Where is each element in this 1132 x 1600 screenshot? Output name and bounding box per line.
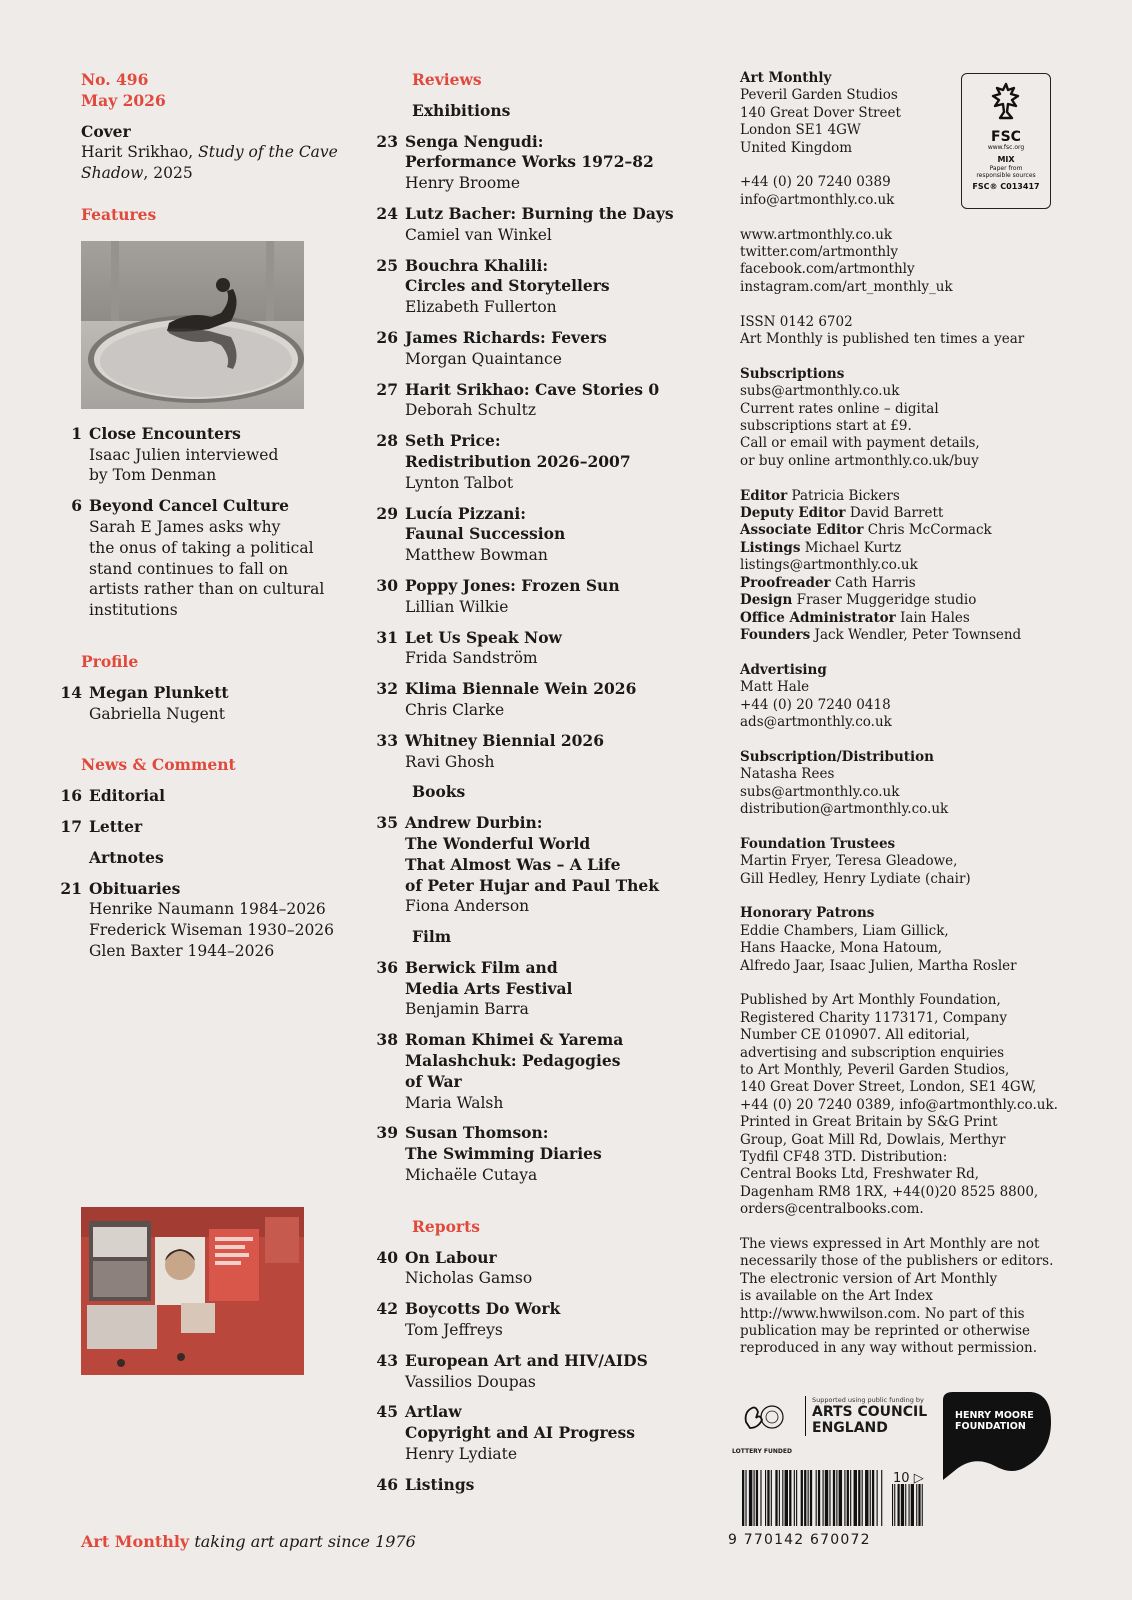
barcode-bar — [782, 1470, 783, 1526]
masthead-address: Art Monthly Peveril Garden Studios 140 Great Dover Street London SE1 4GW United Kingdom — [740, 70, 901, 156]
barcode-bar — [742, 1470, 744, 1526]
barcode-bar — [836, 1470, 837, 1526]
footer-tagline: taking art apart since 1976 — [194, 1532, 416, 1551]
barcode-bar — [847, 1470, 849, 1526]
footer-brand: Art Monthly — [81, 1532, 190, 1551]
entry-title: Redistribution 2026–2007 — [405, 451, 631, 471]
cover-heading: Cover — [81, 121, 131, 141]
masthead-staff — [740, 488, 1080, 645]
staff-line — [740, 505, 1080, 522]
feature-entry[interactable]: 6 Beyond Cancel Culture Sarah E James asks why the onus of taking a political stand continues to fall on artists rather than on cultural institutions — [71, 496, 325, 620]
staff-line — [740, 627, 1080, 644]
entry-number: 36 — [376, 957, 398, 977]
reports-heading: Reports — [412, 1216, 480, 1236]
feature-image — [81, 241, 304, 409]
barcode-bar — [854, 1470, 857, 1526]
staff-role: Founders — [740, 626, 811, 643]
barcode-bar — [816, 1470, 817, 1526]
entry-author: Morgan Quaintance — [405, 349, 562, 368]
staff-name: Jack Wendler, Peter Townsend — [810, 626, 1022, 643]
barcode-bar — [862, 1470, 863, 1526]
entry-author: Frida Sandström — [405, 649, 538, 668]
exhibition-review-entry[interactable] — [376, 256, 706, 318]
barcode-bar — [796, 1470, 797, 1526]
film-heading: Film — [412, 927, 452, 947]
entry-author: Benjamin Barra — [405, 1000, 529, 1019]
published-line: Group, Goat Mill Rd, Dowlais, Merthyr — [740, 1131, 1006, 1148]
features-heading: Features — [81, 204, 157, 224]
exhibitions-heading: Exhibitions — [412, 100, 511, 120]
published-line: orders@centralbooks.com. — [740, 1201, 924, 1218]
staff-line — [740, 592, 1080, 609]
staff-name: Patricia Bickers — [787, 487, 900, 504]
entry-number: 38 — [376, 1030, 398, 1050]
entry-number: 39 — [376, 1123, 398, 1143]
news-heading: News & Comment — [81, 755, 236, 775]
barcode-bar — [754, 1470, 755, 1526]
staff-name: Fraser Muggeridge studio — [792, 592, 977, 609]
issue-date: May 2026 — [81, 90, 166, 110]
entry-title: Bouchra Khalili: — [405, 255, 549, 275]
staff-name: Iain Hales — [895, 609, 970, 626]
published-line: 140 Great Dover Street, London, SE1 4GW, — [740, 1079, 1037, 1096]
barcode-bar — [877, 1470, 878, 1526]
film-review-entry[interactable] — [376, 1030, 706, 1113]
staff-line — [740, 610, 1080, 627]
published-line: Central Books Ltd, Freshwater Rd, — [740, 1166, 980, 1183]
exhibition-review-entry[interactable] — [376, 731, 706, 773]
published-line: Dagenham RM8 1RX, +44(0)20 8525 8800, — [740, 1183, 1039, 1200]
barcode-bar — [818, 1470, 820, 1526]
fsc-tree-icon — [986, 80, 1026, 124]
book-review-entry[interactable] — [376, 813, 706, 917]
barcode-bar — [865, 1470, 868, 1526]
published-line: Published by Art Monthly Foundation, — [740, 992, 1001, 1009]
report-image — [81, 1207, 304, 1375]
barcode-bar — [756, 1470, 758, 1526]
entry-title: Lutz Bacher: Burning the Days — [405, 203, 674, 223]
staff-line — [740, 557, 1080, 574]
entry-title: Faunal Succession — [405, 524, 566, 544]
cover-credit: Harit Srikhao, Study of the Cave Shadow, 2025 — [81, 143, 338, 183]
barcode-bar — [749, 1470, 752, 1526]
barcode-addon-bar — [911, 1484, 914, 1526]
barcode-bar — [823, 1470, 824, 1526]
published-line: +44 (0) 20 7240 0389, info@artmonthly.co.uk. — [740, 1096, 1058, 1113]
barcode-bar — [767, 1470, 769, 1526]
exhibition-review-entry[interactable] — [376, 431, 706, 493]
masthead-subscriptions: Subscriptions subs@artmonthly.co.uk Current rates online – digital subscriptions start at £9. Call or email with payment details, or buy online artmonthly.co.uk/buy — [740, 365, 980, 469]
staff-role: Proofreader — [740, 574, 831, 591]
entry-author: Matthew Bowman — [405, 546, 548, 565]
entry-title: Poppy Jones: Frozen Sun — [405, 575, 620, 595]
entry-title: Circles and Storytellers — [405, 276, 610, 296]
editorial-entry[interactable]: 16 Editorial — [60, 786, 166, 806]
barcode-bar — [833, 1470, 835, 1526]
entry-title: Performance Works 1972–82 — [405, 152, 654, 172]
entry-number: 29 — [376, 503, 398, 523]
lottery-hands-icon — [740, 1400, 784, 1434]
entry-author: Henry Lydiate — [405, 1445, 518, 1464]
masthead-contact: +44 (0) 20 7240 0389 info@artmonthly.co.uk — [740, 174, 1080, 209]
entry-number: 42 — [376, 1299, 398, 1319]
entry-author: Fiona Anderson — [405, 897, 530, 916]
masthead-issn: ISSN 0142 6702 Art Monthly is published ten times a year — [740, 313, 1025, 348]
barcode-bar — [794, 1470, 795, 1526]
entry-author: Ravi Ghosh — [405, 752, 495, 771]
entry-title: Copyright and AI Progress — [405, 1423, 635, 1443]
masthead-web — [740, 227, 1080, 297]
barcode-bar — [775, 1470, 777, 1526]
barcode-bar — [825, 1470, 828, 1526]
entry-number: 30 — [376, 575, 398, 595]
entry-title: Whitney Biennial 2026 — [405, 730, 605, 750]
entry-title: Klima Biennale Wein 2026 — [405, 679, 637, 699]
exhibition-review-entry[interactable] — [376, 380, 706, 422]
report-entry[interactable] — [376, 1248, 706, 1290]
entry-number: 33 — [376, 730, 398, 750]
published-line: Tydfil CF48 3TD. Distribution: — [740, 1149, 948, 1166]
entry-number: 43 — [376, 1350, 398, 1370]
entry-title: Let Us Speak Now — [405, 627, 562, 647]
barcode-addon-bar — [922, 1484, 923, 1526]
entry-number: 23 — [376, 131, 398, 151]
entry-number: 26 — [376, 327, 398, 347]
staff-name: David Barrett — [845, 505, 944, 522]
entry-title: Malashchuk: Pedagogies — [405, 1051, 621, 1071]
exhibition-review-entry[interactable] — [376, 504, 706, 566]
barcode-digits: 9 770142 670072 — [728, 1532, 871, 1548]
published-line: Registered Charity 1173171, Company — [740, 1009, 1007, 1026]
exhibition-review-entry[interactable] — [376, 628, 706, 670]
info-email-link[interactable]: info@artmonthly.co.uk — [740, 191, 895, 208]
published-line: advertising and subscription enquiries — [740, 1044, 1005, 1061]
entry-number: 40 — [376, 1247, 398, 1267]
lottery-logo: LOTTERY FUNDED — [731, 1400, 793, 1463]
staff-name: listings@artmonthly.co.uk — [740, 557, 918, 574]
entry-number: 31 — [376, 627, 398, 647]
disclaimer-line: The views expressed in Art Monthly are not — [740, 1236, 1040, 1253]
staff-role: Editor — [740, 487, 788, 504]
masthead-published — [740, 992, 1080, 1218]
instagram-link[interactable]: instagram.com/art_monthly_uk — [740, 278, 953, 295]
entry-author: Vassilios Doupas — [405, 1372, 536, 1391]
entry-author: Lynton Talbot — [405, 473, 514, 492]
barcode-addon-bar — [901, 1484, 904, 1526]
disclaimer-line: reproduced in any way without permission. — [740, 1340, 1037, 1357]
entry-author: Nicholas Gamso — [405, 1269, 533, 1288]
film-review-entry[interactable] — [376, 1123, 706, 1185]
masthead-patrons: Honorary Patrons Eddie Chambers, Liam Gillick, Hans Haacke, Mona Hatoum, Alfredo Jaar, Isaac Julien, Martha Rosler — [740, 905, 1017, 974]
fsc-badge: FSC www.fsc.org MIX Paper from responsible sources FSC® C013417 — [961, 73, 1051, 209]
barcode-bar — [881, 1470, 882, 1526]
masthead-column — [740, 70, 1080, 1375]
barcode-addon-bar — [905, 1484, 906, 1526]
entry-title: That Almost Was – A Life — [405, 854, 621, 874]
barcode-bar — [810, 1470, 812, 1526]
entry-author: Elizabeth Fullerton — [405, 298, 557, 317]
barcode-bar — [779, 1470, 780, 1526]
arts-council-logo: Supported using public funding by ARTS COUNCIL ENGLAND — [805, 1396, 945, 1436]
barcode-bar — [789, 1470, 791, 1526]
contents-column-left — [60, 70, 360, 962]
report-entry[interactable] — [376, 1402, 706, 1464]
entry-title: Roman Khimei & Yarema — [405, 1030, 624, 1050]
funder-logos — [731, 1392, 1061, 1472]
entry-number: 25 — [376, 255, 398, 275]
letter-entry[interactable]: 17 Letter — [60, 816, 143, 836]
issue-number: No. 496 — [81, 70, 149, 89]
film-review-entry[interactable] — [376, 958, 706, 1020]
entry-number: 45 — [376, 1402, 398, 1422]
entry-title: Harit Srikhao: Cave Stories 0 — [405, 379, 660, 399]
twitter-link[interactable]: twitter.com/artmonthly — [740, 244, 899, 261]
exhibition-review-entry[interactable] — [376, 132, 706, 194]
barcode-bar — [771, 1470, 772, 1526]
barcode-addon-bar — [898, 1484, 900, 1526]
exhibition-review-entry[interactable] — [376, 679, 706, 721]
published-line: to Art Monthly, Peveril Garden Studios, — [740, 1062, 1010, 1078]
entry-author: Michaële Cutaya — [405, 1166, 538, 1185]
disclaimer-line: http://www.hwwilson.com. No part of this — [740, 1305, 1025, 1322]
report-entry[interactable] — [376, 1351, 706, 1393]
published-line: Number CE 010907. All editorial, — [740, 1027, 970, 1044]
entry-author: Chris Clarke — [405, 700, 505, 719]
entry-number: 28 — [376, 431, 398, 451]
staff-role: Office Administrator — [740, 609, 896, 626]
entry-author: Tom Jeffreys — [405, 1321, 503, 1340]
entry-title: European Art and HIV/AIDS — [405, 1350, 648, 1370]
entry-title: Senga Nengudi: — [405, 131, 544, 151]
entry-title: of War — [405, 1071, 462, 1091]
barcode-bar — [745, 1470, 746, 1526]
contents-column-middle — [376, 70, 706, 1496]
masthead-advertising: Advertising Matt Hale +44 (0) 20 7240 0418 ads@artmonthly.co.uk — [740, 661, 892, 730]
barcode-bar — [844, 1470, 845, 1526]
cover-work-title: Study of the Cave Shadow — [81, 143, 338, 183]
entry-author: Maria Walsh — [405, 1093, 504, 1112]
barcode-bar — [870, 1470, 871, 1526]
entry-title: The Swimming Diaries — [405, 1144, 602, 1164]
entry-author: Henry Broome — [405, 174, 521, 193]
entry-title: Boycotts Do Work — [405, 1299, 561, 1319]
staff-line — [740, 488, 1080, 505]
staff-name: Michael Kurtz — [800, 539, 902, 556]
entry-number: 32 — [376, 679, 398, 699]
entry-title: On Labour — [405, 1247, 497, 1267]
barcode-bar — [850, 1470, 851, 1526]
entry-title: Lucía Pizzani: — [405, 503, 527, 523]
entry-title: The Wonderful World — [405, 833, 591, 853]
staff-role: Listings — [740, 539, 801, 556]
entry-number: 27 — [376, 379, 398, 399]
entry-title: Media Arts Festival — [405, 978, 573, 998]
profile-entry[interactable]: 14 Megan Plunkett Gabriella Nugent — [60, 682, 229, 723]
staff-role: Design — [740, 592, 793, 609]
entry-author: Deborah Schultz — [405, 401, 537, 420]
entry-author: Lillian Wilkie — [405, 597, 509, 616]
disclaimer-line: The electronic version of Art Monthly — [740, 1270, 998, 1287]
disclaimer-line: necessarily those of the publishers or editors. — [740, 1253, 1054, 1270]
entry-title: Andrew Durbin: — [405, 813, 543, 833]
listings-entry[interactable]: 46 Listings — [376, 1474, 475, 1494]
chevron-right-icon: ▷ — [913, 1471, 924, 1486]
barcode-addon-bar — [918, 1484, 920, 1526]
obituaries-entry[interactable]: 21 Obituaries Henrike Naumann 1984–2026 Frederick Wiseman 1930–2026 Glen Baxter 1944–2026 — [60, 878, 335, 960]
masthead-trustees: Foundation Trustees Martin Fryer, Teresa Gleadowe, Gill Hedley, Henry Lydiate (chair) — [740, 835, 971, 887]
barcode-bar — [804, 1470, 806, 1526]
henry-moore-logo: HENRY MOORE FOUNDATION — [943, 1392, 1051, 1480]
barcode-bar — [765, 1470, 766, 1526]
staff-line — [740, 522, 1080, 539]
staff-name: Cath Harris — [830, 574, 916, 591]
footer — [81, 1532, 416, 1553]
profile-heading: Profile — [81, 651, 139, 671]
disclaimer-line: publication may be reprinted or otherwise — [740, 1323, 1031, 1340]
barcode-bar — [760, 1470, 761, 1526]
masthead-distribution: Subscription/Distribution Natasha Rees subs@artmonthly.co.uk distribution@artmonthly.co.uk — [740, 748, 949, 817]
exhibition-review-entry[interactable] — [376, 576, 706, 618]
report-entry[interactable] — [376, 1299, 706, 1341]
books-heading: Books — [412, 782, 466, 802]
staff-role: Associate Editor — [740, 522, 864, 539]
website-link[interactable]: www.artmonthly.co.uk — [740, 226, 893, 243]
staff-line — [740, 575, 1080, 592]
staff-role: Deputy Editor — [740, 505, 846, 522]
barcode-bar — [808, 1470, 809, 1526]
published-line: Printed in Great Britain by S&G Print — [740, 1114, 998, 1131]
barcode-addon-bar — [892, 1484, 893, 1526]
entry-title: of Peter Hujar and Paul Thek — [405, 875, 660, 895]
exhibition-review-entry[interactable] — [376, 204, 706, 246]
entry-title: Susan Thomson: — [405, 1123, 549, 1143]
barcode-bar — [858, 1470, 860, 1526]
staff-name: Chris McCormack — [863, 522, 992, 539]
entry-title: Berwick Film and — [405, 957, 558, 977]
barcode-bar — [785, 1470, 788, 1526]
entry-number: 24 — [376, 203, 398, 223]
entry-title: Artlaw — [405, 1402, 462, 1422]
reviews-heading: Reviews — [412, 70, 482, 89]
barcode-addon-bar — [894, 1484, 895, 1526]
artnotes-entry[interactable]: Artnotes — [89, 847, 164, 867]
entry-author: Camiel van Winkel — [405, 225, 552, 244]
barcode-addon-bar — [909, 1484, 910, 1526]
barcode-addon-bar — [916, 1484, 917, 1526]
entry-title: Seth Price: — [405, 431, 501, 451]
disclaimer-line: is available on the Art Index — [740, 1288, 933, 1305]
masthead-disclaimer — [740, 1236, 1080, 1358]
exhibition-review-entry[interactable] — [376, 328, 706, 370]
entry-title: James Richards: Fevers — [405, 327, 607, 347]
staff-line — [740, 540, 1080, 557]
barcode-bar — [829, 1470, 830, 1526]
barcode-bar — [801, 1470, 803, 1526]
barcode-bar — [839, 1470, 842, 1526]
entry-number: 35 — [376, 813, 398, 833]
facebook-link[interactable]: facebook.com/artmonthly — [740, 261, 915, 278]
feature-entry[interactable]: 1 Close Encounters Isaac Julien interviewed by Tom Denman — [71, 423, 279, 485]
barcode-addon: 10 ▷ — [893, 1471, 924, 1486]
barcode-bar — [872, 1470, 874, 1526]
